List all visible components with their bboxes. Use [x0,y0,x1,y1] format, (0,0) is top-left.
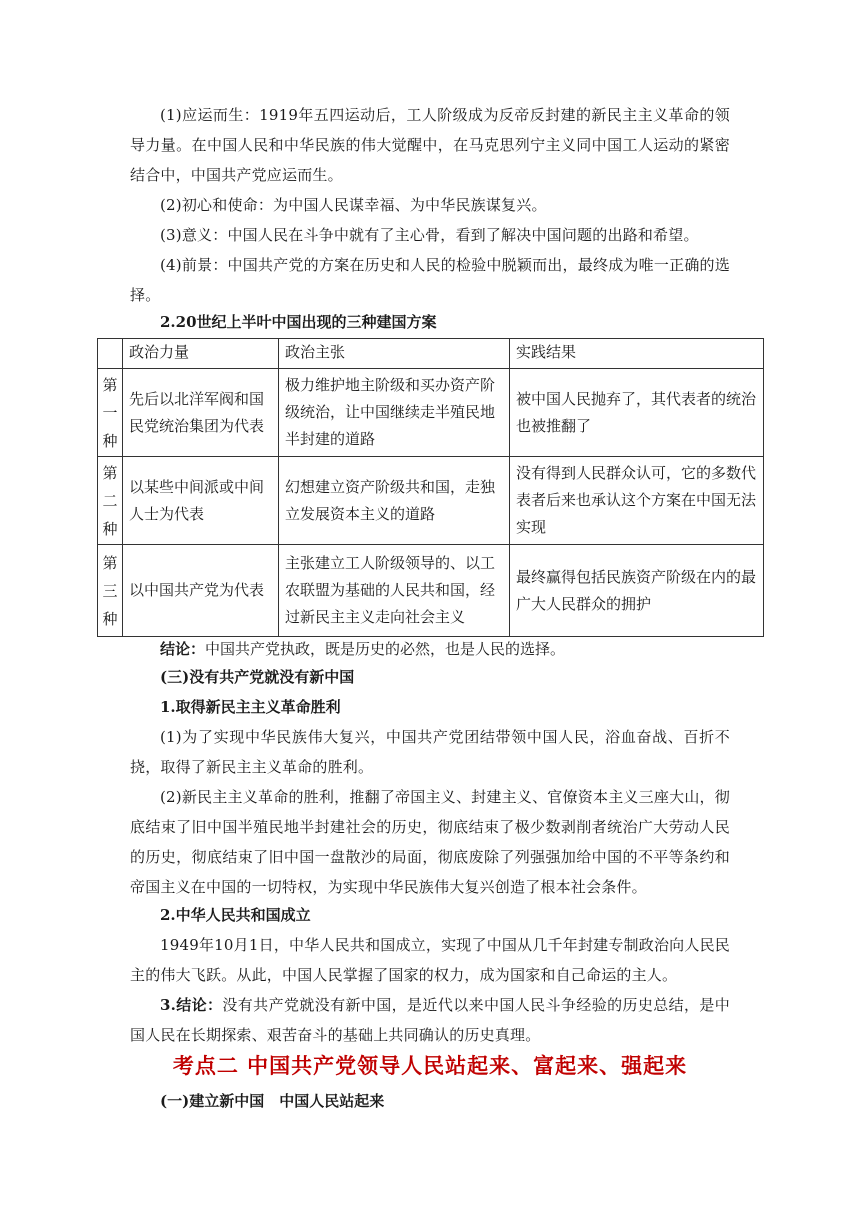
paragraph-significance: (3)意义：中国人民在斗争中就有了主心骨，看到了解决中国问题的出路和希望。 [160,226,699,244]
cell-proposal: 主张建立工人阶级领导的、以工农联盟为基础的人民共和国，经过新民主主义走向社会主义 [279,545,510,637]
paragraph-conclusion [130,990,730,1050]
section-title: (三)没有共产党就没有新中国 [160,668,355,686]
cell-result: 被中国人民抛弃了，其代表者的统治也被推翻了 [510,369,764,457]
table-row [98,545,764,637]
table-header-result: 实践结果 [510,339,764,369]
conclusion-label-3: 3.结论： [160,996,223,1014]
paragraph-prc: 1949年10月1日，中华人民共和国成立，实现了中国从几千年封建专制政治向人民民主的伟大飞跃。从此，中国人民掌握了国家的权力，成为国家和自己命运的主人。 [130,936,730,984]
paragraph-victory-1: (1)为了实现中华民族伟大复兴，中国共产党团结带领中国人民，浴血奋战、百折不挠，取得了新民主主义革命的胜利。 [130,728,730,776]
conclusion-text-3: 没有共产党就没有新中国，是近代以来中国人民斗争经验的历史总结，是中国人民在长期探索、艰苦奋斗的基础上共同确认的历史真理。 [130,996,730,1044]
table-header-blank [98,339,123,369]
cell-result: 没有得到人民群众认可，它的多数代表者后来也承认这个方案在中国无法实现 [510,457,764,545]
cell-force: 先后以北洋军阀和国民党统治集团为代表 [123,369,279,457]
table-header-row [98,339,764,369]
paragraph-mission: (2)初心和使命：为中国人民谋幸福、为中华民族谋复兴。 [160,196,547,214]
row-ordinal: 第 三 种 [98,545,123,637]
paragraph-prospect: (4)前景：中国共产党的方案在历史和人民的检验中脱颖而出，最终成为唯一正确的选择。 [130,256,730,304]
paragraph-victory-2: (2)新民主主义革命的胜利，推翻了帝国主义、封建主义、官僚资本主义三座大山，彻底结束了旧中国半殖民地半封建社会的历史，彻底结束了极少数剥削者统治广大劳动人民的历史，彻底结束了旧中国一盘散沙的局面，彻底废除了列强强加给中国的不平等条约和帝国主义在中国的一切特权，为实现中华民族伟大复兴创造了根本社会条件。 [130,788,730,896]
row-ordinal: 第 一 种 [98,369,123,457]
conclusion-line [160,634,565,664]
cell-force: 以某些中间派或中间人士为代表 [123,457,279,545]
topic-subsection-title: (一)建立新中国 中国人民站起来 [160,1092,385,1110]
row-ordinal: 第 二 种 [98,457,123,545]
conclusion-label: 结论： [160,640,206,658]
table-row [98,369,764,457]
table-heading: 2.20世纪上半叶中国出现的三种建国方案 [160,313,437,331]
table-row [98,457,764,545]
subsection-title-prc: 2.中华人民共和国成立 [160,906,311,924]
founding-plans-table [97,338,764,637]
subsection-title-victory: 1.取得新民主主义革命胜利 [160,698,341,716]
table-header-proposal: 政治主张 [279,339,510,369]
table-header-force: 政治力量 [123,339,279,369]
cell-force: 以中国共产党为代表 [123,545,279,637]
cell-proposal: 极力维护地主阶级和买办资产阶级统治，让中国继续走半殖民地半封建的道路 [279,369,510,457]
cell-proposal: 幻想建立资产阶级共和国，走独立发展资本主义的道路 [279,457,510,545]
cell-result: 最终赢得包括民族资产阶级在内的最广大人民群众的拥护 [510,545,764,637]
paragraph-emergence: (1)应运而生：1919年五四运动后，工人阶级成为反帝反封建的新民主主义革命的领导力量。在中国人民和中华民族的伟大觉醒中，在马克思列宁主义同中国工人运动的紧密结合中，中国共产党应运而生。 [130,106,730,184]
conclusion-text: 中国共产党执政，既是历史的必然，也是人民的选择。 [205,640,566,658]
topic-title: 考点二 中国共产党领导人民站起来、富起来、强起来 [172,1054,688,1078]
